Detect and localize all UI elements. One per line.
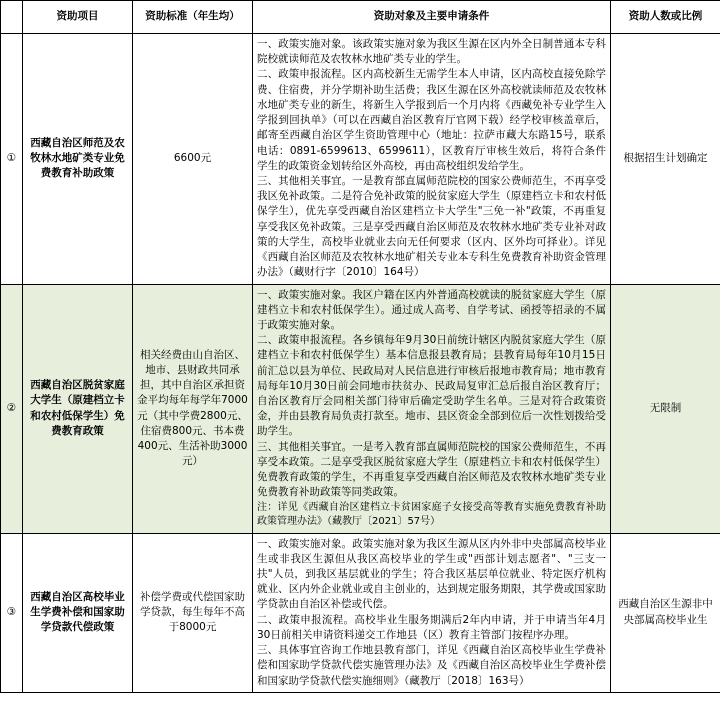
target-paragraph: 二、政策申报流程。各乡镇每年9月30日前统计辖区内脱贫家庭大学生（原建档立卡和农村低保学生）基本信息报县教育局；县教育局每年10月15日前汇总以县为单位、民政局对人民信息进行审核后报地市教育局；地市教育局每年10月30日前会同地市扶贫办、民政局复审汇总后报自治区教育厅；自治区教育厅会同相关部门待审后确定受助学生名单。三是对符合政策资金，并由县教育局负责打款至。地市、县区资金全部到位后一次性划拨给受助学生。 (257, 334, 606, 438)
target-note: 注：详见《西藏自治区建档立卡贫困家庭子女接受高等教育实施免费教育补助政策管理办法》（藏教厅〔2021〕57号） (257, 501, 606, 528)
row-standard: 6600元 (133, 34, 253, 285)
target-paragraph: 二、政策申报流程。高校毕业生服务期满后2年内申请，并于申请当年4月30日前相关申请资料递交工作地县（区）教育主管部门按程序办理。 (257, 613, 606, 641)
row-target-conditions (253, 284, 611, 533)
table-row (1, 284, 720, 533)
table-header-row (1, 1, 720, 34)
column-header-quota: 资助人数或比例 (611, 1, 720, 34)
row-quota: 西藏自治区生源非中央部属高校毕业生 (611, 533, 720, 692)
table-row (1, 34, 720, 285)
row-quota: 无限制 (611, 284, 720, 533)
row-target-conditions (253, 34, 611, 285)
column-header-target: 资助对象及主要申请条件 (253, 1, 611, 34)
target-paragraph: 一、政策实施对象。该政策实施对象为我区生源在区内外全日制普通本专科院校就读师范及农牧林水地矿类专业的学生。 (257, 38, 606, 66)
row-project-name: 西藏自治区高校毕业生学费补偿和国家助学贷款代偿政策 (23, 533, 133, 692)
row-index: ① (1, 34, 23, 285)
table-body (1, 34, 720, 693)
target-paragraph: 三、其他相关事宜。一是教育部直属师范院校的国家公费师范生，不再享受我区免补政策。二是符合免补政策的脱贫家庭大学生（原建档立卡和农村低保学生），优先享受西藏自治区建档立卡大学生"三免一补"政策，不再重复享受我区免补政策。三是享受西藏自治区师范及农牧林水地矿类专业补对政策的大学生，高校毕业就业去向无任何要求（区内、区外均可择业）。详见《西藏自治区师范及农牧林水地矿相关专业本专科生免费教育补助资金管理办法》（藏财行字〔2010〕164号） (257, 174, 606, 279)
row-index: ② (1, 284, 23, 533)
column-header-index (1, 1, 23, 34)
table-row (1, 533, 720, 692)
row-target-conditions (253, 533, 611, 692)
row-standard: 相关经费由山自治区、地市、县财政共同承担，其中自治区承担资金平均每年每学年7000元（其中学费2800元、住宿费800元、书本费400元、生活补助3000元） (133, 284, 253, 533)
row-standard: 补偿学费或代偿国家助学贷款，每生每年不高于8000元 (133, 533, 253, 692)
target-paragraph: 二、政策申报流程。区内高校新生无需学生本人申请，区内高校直接免除学费、住宿费，并分学期补助生活费；我区生源在区外高校就读师范及农牧林水地矿类专业的新生，将新生入学报到后一个月内将《西藏免补专业学生入学报到回执单》（可以在西藏自治区教育厅官网下载）经学校审核盖章后，邮寄至西藏自治区学生资助管理中心（地址：拉萨市藏大东路15号，联系电话：0891-6599613、6599611），区教育厅审核生效后，将符合条件学生的政策资金划转给区外高校，再由高校组织发给学生。 (257, 68, 606, 172)
row-project-name: 西藏自治区脱贫家庭大学生（原建档立卡和农村低保学生）免费教育政策 (23, 284, 133, 533)
row-project-name: 西藏自治区师范及农牧林水地矿类专业免费教育补助政策 (23, 34, 133, 285)
table-header (1, 1, 720, 34)
column-header-standard: 资助标准（年生均） (133, 1, 253, 34)
target-paragraph: 一、政策实施对象。政策实施对象为我区生源从区内外非中央部属高校毕业生或非我区生源但从我区高校毕业的学生或"西部计划志愿者"、"三支一扶"人员，到我区基层就业的学生；符合我区基层单位就业、特定医疗机构就业、区内外企业就业或自主创业的，达到规定服务期限，其学费或国家助学贷款由自治区补偿或代偿。 (257, 537, 606, 611)
target-paragraph: 三、具体事宜咨询工作地县教育部门，详见《西藏自治区高校毕业生学费补偿和国家助学贷款代偿实施管理办法》及《西藏自治区高校毕业生学费补偿和国家助学贷款代偿实施细则》（藏教厅〔2018〕163号） (257, 644, 606, 687)
row-quota: 根据招生计划确定 (611, 34, 720, 285)
row-index: ③ (1, 533, 23, 692)
target-paragraph: 一、政策实施对象。我区户籍在区内外普通高校就读的脱贫家庭大学生（原建档立卡和农村低保学生）。通过成人高考、自学考试、函授等招录的不属于政策实施对象。 (257, 288, 606, 331)
target-paragraph: 三、其他相关事宜。一是考入教育部直属师范院校的国家公费师范生，不再享受本政策。二是享受我区脱贫家庭大学生（原建档立卡和农村低保学生）免费教育政策的学生，不再重复享受西藏自治区师范及农牧林水地矿类专业免费教育补助政策等同类政策。 (257, 440, 606, 499)
column-header-project: 资助项目 (23, 1, 133, 34)
